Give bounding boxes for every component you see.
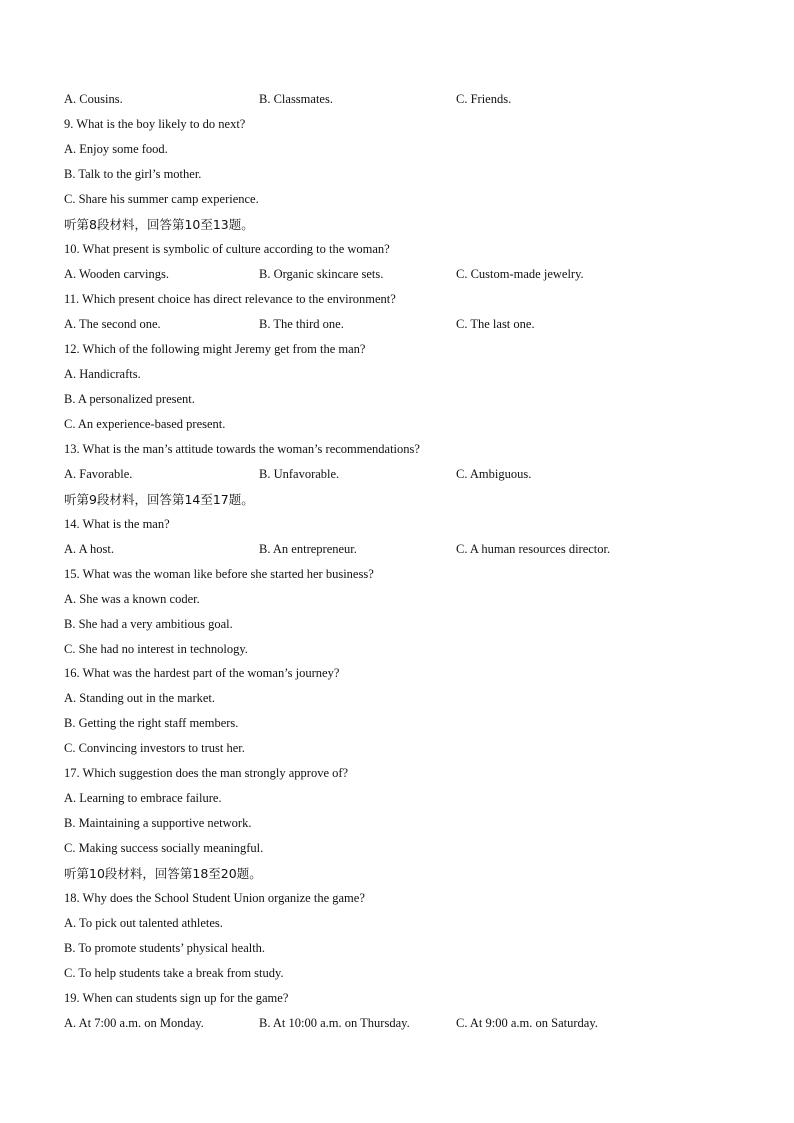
q15-question: 15. What was the woman like before she started her business?: [64, 567, 374, 581]
q17-option-c: C. Making success socially meaningful.: [64, 841, 264, 855]
q9-question: 9. What is the boy likely to do next?: [64, 117, 246, 131]
q13-question: 13. What is the man’s attitude towards the woman’s recommendations?: [64, 442, 420, 456]
q15-option-a: A. She was a known coder.: [64, 592, 200, 606]
q12-option-c: C. An experience-based present.: [64, 417, 226, 431]
q17-option-b: B. Maintaining a supportive network.: [64, 816, 252, 830]
q16-question: 16. What was the hardest part of the woman’s journey?: [64, 666, 340, 680]
q16-option-c: C. Convincing investors to trust her.: [64, 741, 245, 755]
q11-option-c: C. The last one.: [456, 317, 535, 331]
q12-option-b: B. A personalized present.: [64, 392, 195, 406]
section-9-heading: 听第9段材料，回答第14至17题。: [64, 492, 254, 507]
q17-question: 17. Which suggestion does the man strongly approve of?: [64, 766, 349, 780]
q19-option-a: A. At 7:00 a.m. on Monday.: [64, 1016, 204, 1030]
q17-option-a: A. Learning to embrace failure.: [64, 791, 222, 805]
q18-option-a: A. To pick out talented athletes.: [64, 916, 223, 930]
q13-option-a: A. Favorable.: [64, 467, 133, 481]
q16-option-a: A. Standing out in the market.: [64, 691, 216, 705]
q9-option-b: B. Talk to the girl’s mother.: [64, 167, 202, 181]
q13-option-b: B. Unfavorable.: [259, 467, 340, 481]
q8-option-b: B. Classmates.: [259, 92, 333, 106]
q18-option-b: B. To promote students’ physical health.: [64, 941, 266, 955]
q11-option-a: A. The second one.: [64, 317, 161, 331]
section-10-heading: 听第10段材料，回答第18至20题。: [64, 866, 262, 881]
q19-option-c: C. At 9:00 a.m. on Saturday.: [456, 1016, 598, 1030]
q18-question: 18. Why does the School Student Union organize the game?: [64, 891, 365, 905]
q19-option-b: B. At 10:00 a.m. on Thursday.: [259, 1016, 410, 1030]
q10-option-b: B. Organic skincare sets.: [259, 267, 384, 281]
q15-option-c: C. She had no interest in technology.: [64, 642, 248, 656]
q14-option-a: A. A host.: [64, 542, 115, 556]
q13-option-c: C. Ambiguous.: [456, 467, 532, 481]
q10-option-c: C. Custom-made jewelry.: [456, 267, 584, 281]
q9-option-c: C. Share his summer camp experience.: [64, 192, 259, 206]
section-8-heading: 听第8段材料，回答第10至13题。: [64, 217, 254, 232]
q11-question: 11. Which present choice has direct relevance to the environment?: [64, 292, 396, 306]
q8-option-c: C. Friends.: [456, 92, 512, 106]
q16-option-b: B. Getting the right staff members.: [64, 716, 239, 730]
q14-option-c: C. A human resources director.: [456, 542, 611, 556]
q12-option-a: A. Handicrafts.: [64, 367, 141, 381]
q14-option-b: B. An entrepreneur.: [259, 542, 357, 556]
q11-option-b: B. The third one.: [259, 317, 344, 331]
q14-question: 14. What is the man?: [64, 517, 170, 531]
q12-question: 12. Which of the following might Jeremy get from the man?: [64, 342, 366, 356]
q10-question: 10. What present is symbolic of culture according to the woman?: [64, 242, 390, 256]
q18-option-c: C. To help students take a break from study.: [64, 966, 284, 980]
q8-option-a: A. Cousins.: [64, 92, 123, 106]
q19-question: 19. When can students sign up for the game?: [64, 991, 289, 1005]
q15-option-b: B. She had a very ambitious goal.: [64, 617, 233, 631]
q9-option-a: A. Enjoy some food.: [64, 142, 168, 156]
q10-option-a: A. Wooden carvings.: [64, 267, 169, 281]
